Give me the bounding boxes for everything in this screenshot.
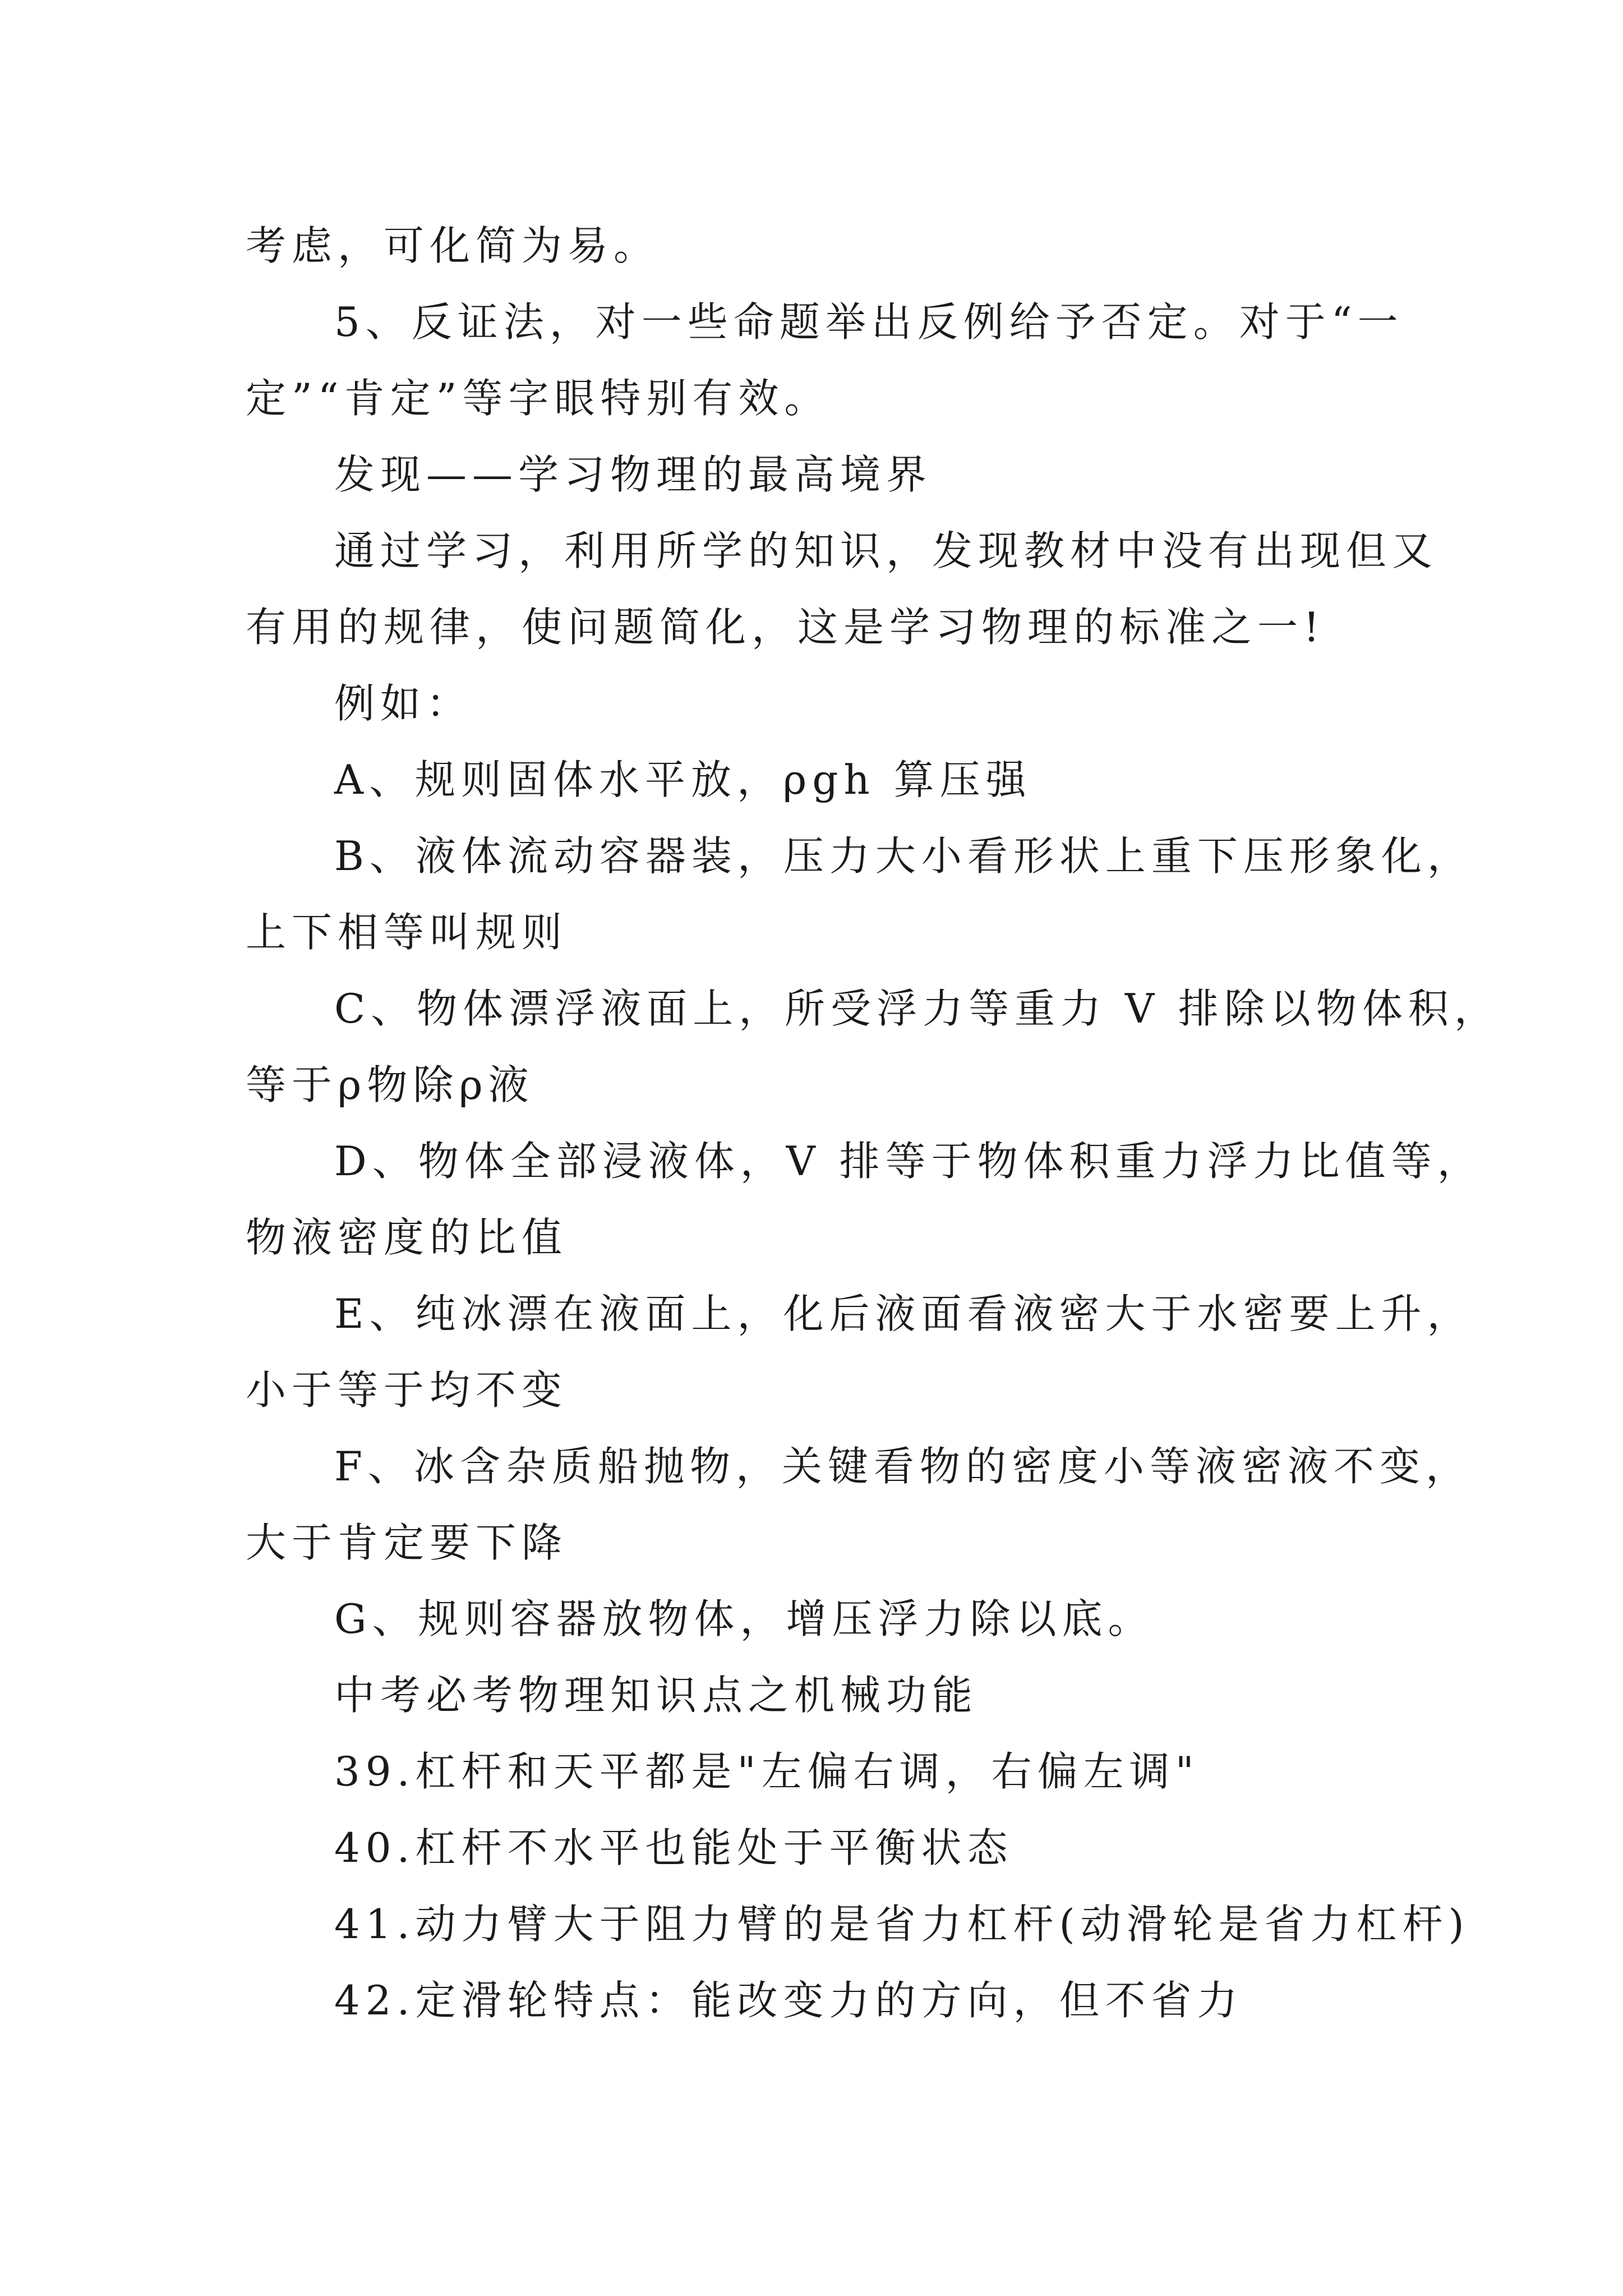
section-heading-discovery: 发现——学习物理的最高境界 — [334, 451, 933, 498]
list-item-d: D、物体全部浸液体，V 排等于物体积重力浮力比值等， — [334, 1138, 1483, 1185]
numbered-item-41: 41.动力臂大于阻力臂的是省力杠杆(动滑轮是省力杠杆) — [334, 1901, 1470, 1948]
list-item-b: B、液体流动容器装，压力大小看形状上重下压形象化， — [334, 832, 1473, 880]
text-line-continuation: 定”“肯定”等字眼特别有效。 — [246, 375, 831, 422]
paragraph-method-5: 5、反证法，对一些命题举出反例给予否定。对于“一 — [334, 298, 1404, 346]
list-item-f: F、冰含杂质船抛物，关键看物的密度小等液密液不变， — [334, 1443, 1472, 1490]
text-line-continuation: 考虑，可化简为易。 — [246, 222, 660, 269]
section-heading-mechanics: 中考必考物理知识点之机械功能 — [334, 1672, 979, 1719]
paragraph-discovery-intro: 通过学习，利用所学的知识，发现教材中没有出现但又 — [334, 527, 1438, 574]
text-line-continuation: 大于肯定要下降 — [246, 1519, 568, 1566]
numbered-item-39: 39.杠杆和天平都是"左偏右调，右偏左调" — [334, 1748, 1200, 1795]
list-item-e: E、纯冰漂在液面上，化后液面看液密大于水密要上升， — [334, 1290, 1473, 1337]
text-line-continuation: 有用的规律，使问题简化，这是学习物理的标准之一! — [246, 604, 1325, 651]
text-line-continuation: 等于ρ物除ρ液 — [246, 1061, 534, 1108]
text-line-continuation: 上下相等叫规则 — [246, 909, 568, 956]
examples-label: 例如： — [334, 680, 473, 727]
numbered-item-40: 40.杠杆不水平也能处于平衡状态 — [334, 1824, 1013, 1871]
list-item-a: A、规则固体水平放，ρgh 算压强 — [334, 756, 1032, 803]
list-item-g: G、规则容器放物体，增压浮力除以底。 — [334, 1595, 1154, 1642]
list-item-c: C、物体漂浮液面上，所受浮力等重力 V 排除以物体积， — [334, 985, 1500, 1032]
numbered-item-42: 42.定滑轮特点：能改变力的方向，但不省力 — [334, 1977, 1243, 2024]
document-page — [246, 208, 1500, 2039]
text-line-continuation: 小于等于均不变 — [246, 1366, 568, 1414]
text-line-continuation: 物液密度的比值 — [246, 1214, 568, 1261]
